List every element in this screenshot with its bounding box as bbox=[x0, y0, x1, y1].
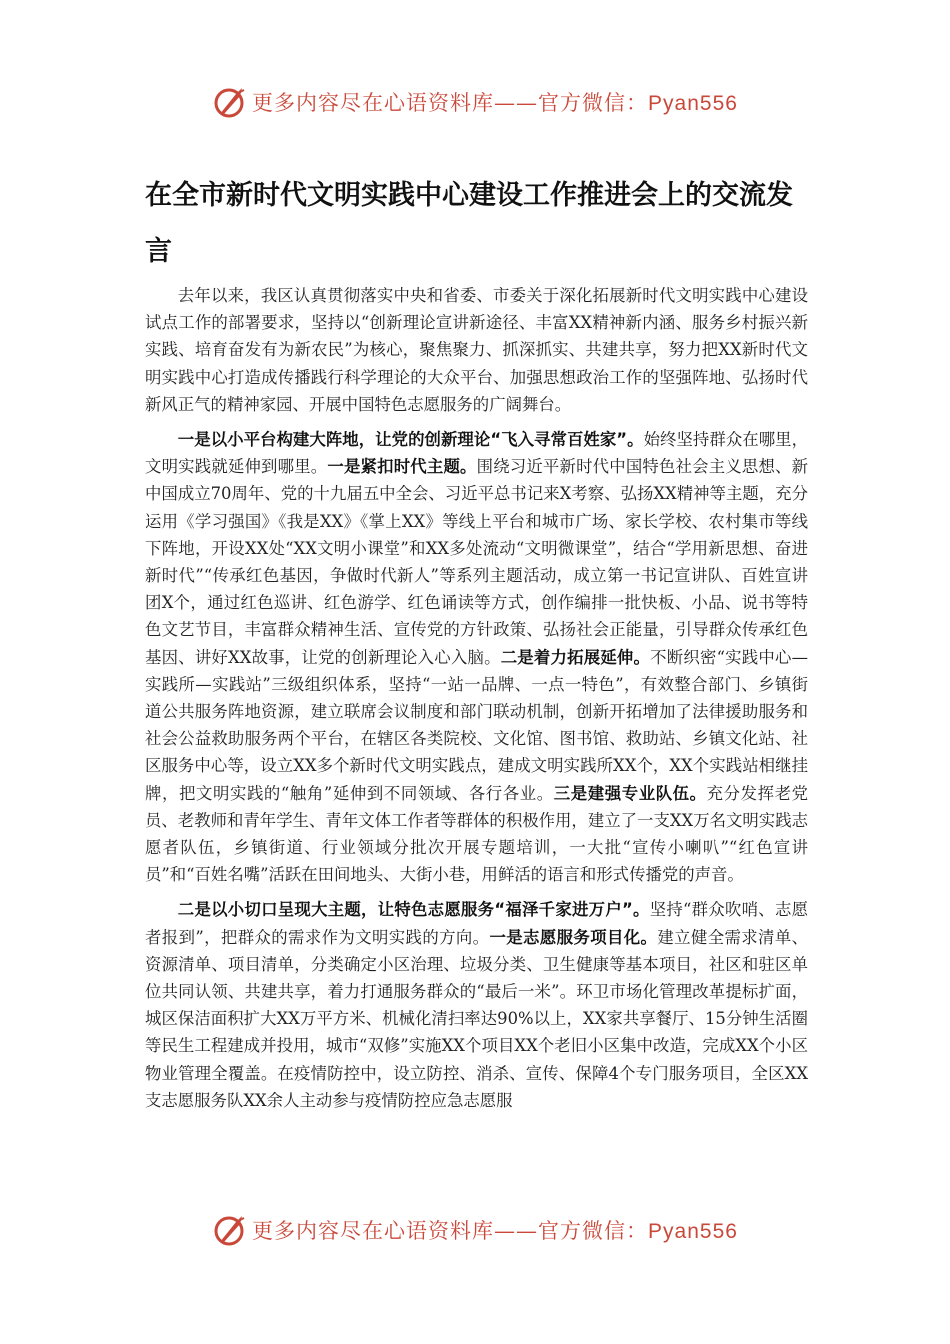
quill-pen-logo-icon bbox=[212, 84, 248, 120]
watermark-banner-bottom bbox=[0, 1210, 950, 1250]
document-title: 在全市新时代文明实践中心建设工作推进会上的交流发言 bbox=[145, 180, 793, 267]
quill-pen-logo-icon bbox=[212, 1212, 248, 1248]
watermark-text: 更多内容尽在心语资料库——官方微信：Pyan556 bbox=[252, 1219, 738, 1243]
paragraph-intro: 去年以来，我区认真贯彻落实中央和省委、市委关于深化拓展新时代文明实践中心建设试点工作的部署要求，坚持以“创新理论宣讲新途径、丰富XX精神新内涵、服务乡村振兴新实践、培育奋发有为新农民”为核心，聚焦聚力、抓深抓实、共建共享，努力把XX新时代文明实践中心打造成传播践行科学理论的大众平台、加强思想政治工作的坚强阵地、弘扬时代新风正气的精神家园、开展中国特色志愿服务的广阔舞台。 bbox=[145, 286, 808, 414]
watermark-banner-top bbox=[0, 82, 950, 122]
paragraph-section-two: 二是以小切口呈现大主题，让特色志愿服务“福泽千家进万户”。坚持“群众吹哨、志愿者报到”，把群众的需求作为文明实践的方向。一是志愿服务项目化。建立健全需求清单、资源清单、项目清单，分类确定小区治理、垃圾分类、卫生健康等基本项目，社区和驻区单位共同认领、共建共享，着力打通服务群众的“最后一米”。环卫市场化管理改革提标扩面，城区保洁面积扩大XX万平方米、机械化清扫率达90%以上，XX家共享餐厅、15分钟生活圈等民生工程建成并投用，城市“双修”实施XX个项目XX个老旧小区集中改造，完成XX个小区物业管理全覆盖。在疫情防控中，设立防控、消杀、宣传、保障4个专门服务项目，全区XX支志愿服务队XX余人主动参与疫情防控应急志愿服 bbox=[145, 900, 809, 1110]
paragraph-section-one: 一是以小平台构建大阵地，让党的创新理论“飞入寻常百姓家”。始终坚持群众在哪里，文明实践就延伸到哪里。一是紧扣时代主题。围绕习近平新时代中国特色社会主义思想、新中国成立70周年、党的十九届五中全会、习近平总书记来X考察、弘扬XX精神等主题，充分运用《学习强国》《我是XX》《掌上XX》等线上平台和城市广场、家长学校、农村集市等线下阵地，开设XX处“XX文明小课堂”和XX多处流动“文明微课堂”，结合“学用新思想、奋进新时代”“传承红色基因，争做时代新人”等系列主题活动，成立第一书记宣讲队、百姓宣讲团X个，通过红色巡讲、红色游学、红色诵读等方式，创作编排一批快板、小品、说书等特色文艺节目，丰富群众精神生活、宣传党的方针政策、弘扬社会正能量，引导群众传承红色基因、讲好XX故事，让党的创新理论入心入脑。二是着力拓展延伸。不断织密“实践中心—实践所—实践站”三级组织体系，坚持“一站一品牌、一点一特色”，有效整合部门、乡镇街道公共服务阵地资源，建立联席会议制度和部门联动机制，创新开拓增加了法律援助服务和社会公益救助服务两个平台，在辖区各类院校、文化馆、图书馆、救助站、乡镇文化站、社区服务中心等，设立XX多个新时代文明实践点，建成文明实践所XX个，XX个实践站相继挂牌，把文明实践的“触角”延伸到不同领域、各行各业。三是建强专业队伍。充分发挥老党员、老教师和青年学生、青年文体工作者等群体的积极作用，建立了一支XX万名文明实践志愿者队伍，乡镇街道、行业领域分批次开展专题培训，一大批“宣传小喇叭”“红色宣讲员”和“百姓名嘴”活跃在田间地头、大街小巷，用鲜活的语言和形式传播党的声音。 bbox=[145, 430, 809, 885]
watermark-text: 更多内容尽在心语资料库——官方微信：Pyan556 bbox=[252, 91, 738, 115]
document-body bbox=[145, 282, 808, 1122]
